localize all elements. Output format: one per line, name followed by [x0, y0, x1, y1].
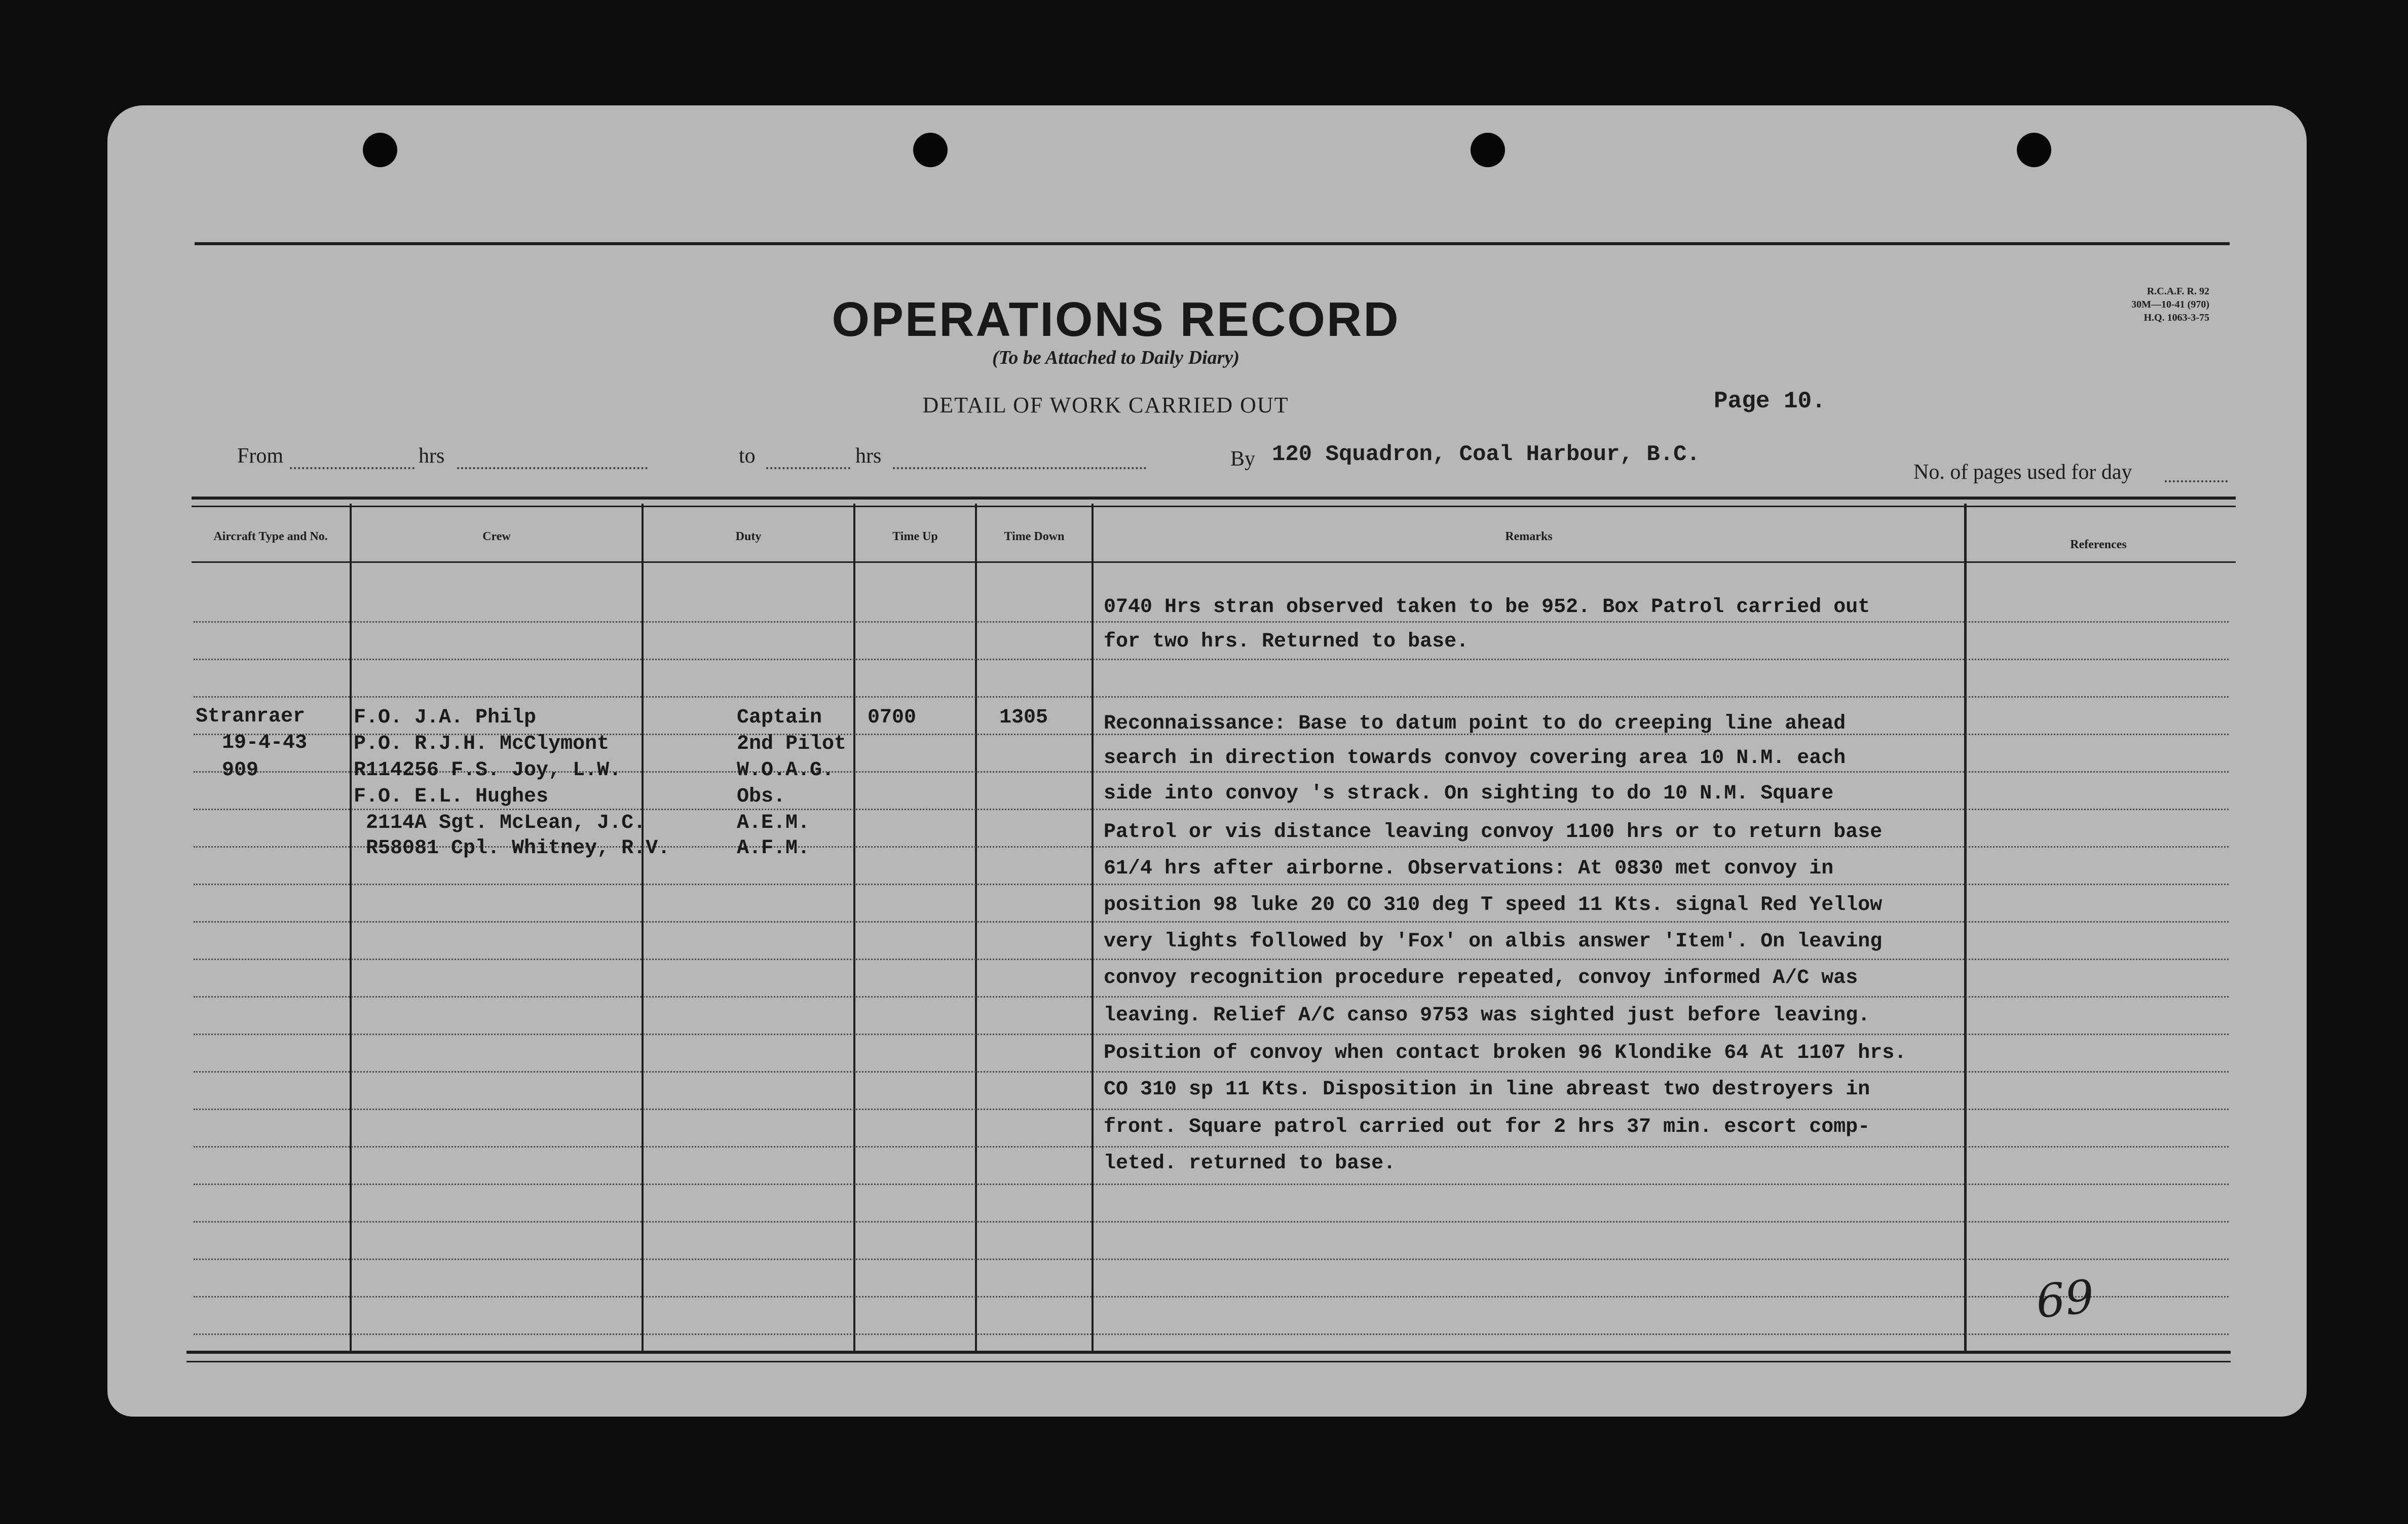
page-number: Page 10. [1714, 388, 1826, 414]
crew-member: 2114A Sgt. McLean, J.C. [366, 812, 646, 834]
ruled-line [194, 1221, 2229, 1223]
crew-member: P.O. R.J.H. McClymont [354, 733, 610, 755]
table-bottom-rule [186, 1351, 2231, 1354]
ruled-line [194, 959, 2229, 960]
ruled-line [194, 1146, 2229, 1148]
remark-line: leted. returned to base. [1104, 1152, 1396, 1175]
column-header-aircraft: Aircraft Type and No. [213, 530, 328, 543]
crew-duty: A.E.M. [737, 812, 810, 834]
pages-used-label: No. of pages used for day [1913, 461, 2132, 484]
column-header-crew: Crew [482, 530, 511, 543]
continued-remark-line: 0740 Hrs stran observed taken to be 952. Box Patrol carried out [1104, 596, 1870, 619]
time-up: 0700 [868, 706, 917, 729]
remark-line: position 98 luke 20 CO 310 deg T speed 11 Kts. signal Red Yellow [1104, 894, 1883, 917]
remark-line: Patrol or vis distance leaving convoy 1100 hrs or to return base [1104, 821, 1883, 844]
column-header-duty: Duty [735, 530, 762, 543]
handwritten-folio-mark: 69 [2033, 1270, 2097, 1329]
crew-duty: Obs. [737, 785, 786, 808]
punch-hole [1471, 133, 1505, 167]
top-rule [195, 242, 2230, 245]
hrs-label-2: hrs [855, 444, 882, 468]
remark-line: Position of convoy when contact broken 96 Klondike 64 At 1107 hrs. [1104, 1042, 1907, 1064]
time-down: 1305 [999, 706, 1048, 729]
ruled-line [194, 621, 2229, 623]
column-rule [350, 504, 352, 1353]
by-label: By [1230, 447, 1256, 471]
ruled-line [194, 884, 2229, 885]
column-header-time-down: Time Down [1004, 530, 1065, 543]
ruled-line [194, 1334, 2229, 1335]
ruled-line [194, 696, 2229, 698]
from-field [290, 467, 415, 469]
column-rule [1092, 504, 1094, 1353]
crew-member: F.O. E.L. Hughes [354, 785, 549, 808]
header-bottom-rule [192, 561, 2236, 563]
ruled-line [194, 1034, 2229, 1035]
continued-remark-line: for two hrs. Returned to base. [1104, 630, 1469, 653]
squadron-unit: 120 Squadron, Coal Harbour, B.C. [1272, 442, 1700, 467]
operations-record-card [107, 105, 2307, 1417]
ruled-line [194, 1071, 2229, 1073]
from-field [457, 467, 648, 469]
ruled-line [194, 1259, 2229, 1260]
remark-line: CO 310 sp 11 Kts. Disposition in line abreast two destroyers in [1104, 1078, 1870, 1101]
column-rule [1964, 504, 1967, 1353]
crew-duty: Captain [737, 706, 822, 729]
punch-hole [913, 133, 948, 167]
ruled-line [194, 1184, 2229, 1185]
hrs-label: hrs [419, 444, 445, 468]
aircraft-number: 909 [222, 759, 259, 782]
remark-line: side into convoy 's strack. On sighting to do 10 N.M. Square [1104, 782, 1834, 805]
pages-used-field [2165, 480, 2228, 482]
remark-line: search in direction towards convoy covering area 10 N.M. each [1104, 747, 1846, 770]
ruled-line [194, 1109, 2229, 1110]
crew-duty: W.O.A.G. [737, 759, 835, 782]
table-top-rule [192, 497, 2236, 500]
ruled-line [194, 659, 2229, 660]
detail-heading: DETAIL OF WORK CARRIED OUT [922, 393, 1289, 417]
page-title: OPERATIONS RECORD [832, 292, 1400, 347]
remark-line: Reconnaissance: Base to datum point to do creeping line ahead [1104, 712, 1846, 735]
punch-hole [2017, 133, 2051, 167]
remark-line: leaving. Relief A/C canso 9753 was sighted just before leaving. [1104, 1004, 1870, 1027]
from-label: From [237, 444, 284, 468]
table-bottom-rule [186, 1361, 2231, 1362]
column-rule [642, 504, 644, 1353]
crew-member: F.O. J.A. Philp [354, 706, 537, 729]
ruled-line [194, 921, 2229, 923]
crew-duty: 2nd Pilot [737, 733, 847, 755]
column-header-references: References [2070, 538, 2127, 551]
page-subtitle: (To be Attached to Daily Diary) [992, 347, 1239, 368]
aircraft-date: 19-4-43 [222, 732, 308, 754]
form-code: R.C.A.F. R. 92 [2147, 286, 2209, 297]
from-field [893, 467, 1146, 469]
crew-member: R58081 Cpl. Whitney, R.V. [366, 837, 670, 860]
from-field [766, 467, 850, 469]
to-label: to [739, 444, 756, 468]
column-rule [975, 504, 977, 1353]
ruled-line [194, 809, 2229, 810]
remark-line: very lights followed by 'Fox' on albis answer 'Item'. On leaving [1104, 930, 1883, 953]
table-top-rule [192, 506, 2236, 507]
remark-line: convoy recognition procedure repeated, convoy informed A/C was [1104, 967, 1858, 989]
remark-line: 61/4 hrs after airborne. Observations: At 0830 met convoy in [1104, 857, 1834, 880]
form-code: 30M—10-41 (970) [2131, 299, 2209, 310]
crew-member: R114256 F.S. Joy, L.W. [354, 759, 622, 782]
remark-line: front. Square patrol carried out for 2 hrs 37 min. escort comp- [1104, 1116, 1870, 1138]
ruled-line [194, 1296, 2229, 1298]
aircraft-type: Stranraer [196, 705, 306, 728]
column-header-remarks: Remarks [1505, 530, 1553, 543]
ruled-line [194, 996, 2229, 998]
column-rule [853, 504, 855, 1353]
crew-duty: A.F.M. [737, 837, 810, 860]
column-header-time-up: Time Up [892, 530, 938, 543]
form-code: H.Q. 1063-3-75 [2143, 312, 2209, 323]
punch-hole [363, 133, 397, 167]
